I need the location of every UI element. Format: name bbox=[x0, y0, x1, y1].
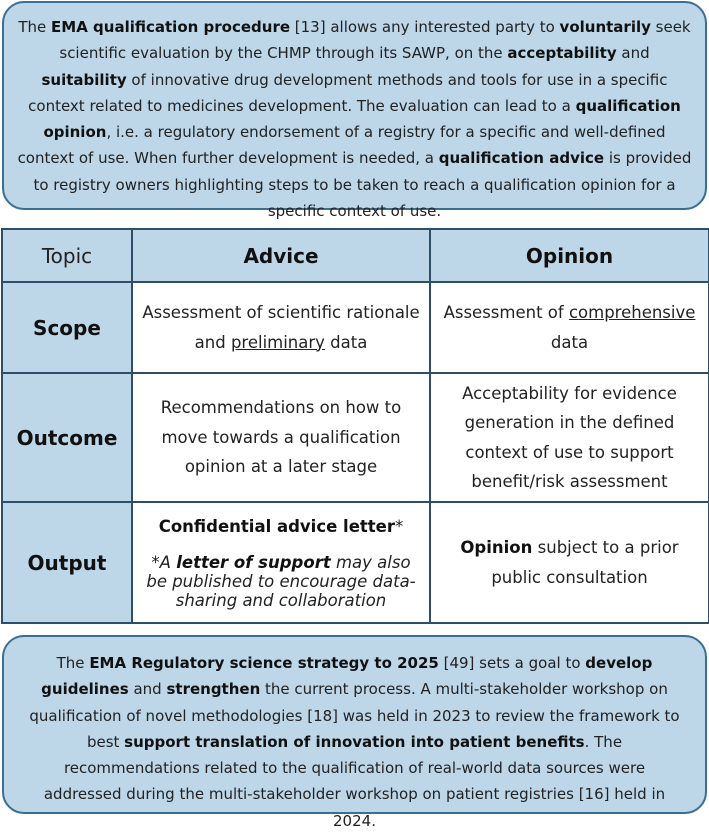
advice-vs-opinion-table bbox=[1, 228, 709, 624]
table-row-output bbox=[2, 502, 709, 623]
output-advice-cell: Confidential advice letter* *A letter of support may also be published to encourage data-sharing and collaboration bbox=[132, 502, 430, 623]
scope-opinion-cell: Assessment of comprehensive data bbox=[430, 282, 709, 373]
qualification-procedure-text: The EMA qualification procedure [13] allows any interested party to voluntarily seek scientific evaluation by the CHMP through its SAWP, on the acceptability and suitability of innovative drug development methods and tools for use in a specific context related to medicines development. The evaluation can lead to a qualification opinion, i.e. a regulatory endorsement of a registry for a specific and well-defined context of use. When further development is needed, a qualification advice is provided to registry owners highlighting steps to be taken to reach a qualification opinion for a specific context of use. bbox=[17, 18, 692, 221]
header-topic: Topic bbox=[2, 229, 132, 282]
regulatory-strategy-text: The EMA Regulatory science strategy to 2025 [49] sets a goal to develop guidelines and strengthen the current process. A multi-stakeholder workshop on qualification of novel methodologies [18] was held in 2023 to review the framework to best support translation of innovation into patient benefits. The recommendations related to the qualification of real-world data sources were addressed during the multi-stakeholder workshop on patient registries [16] held in 2024. bbox=[29, 654, 680, 830]
row-label-output: Output bbox=[2, 502, 132, 623]
regulatory-strategy-box bbox=[2, 635, 707, 830]
row-label-scope: Scope bbox=[2, 282, 132, 373]
outcome-opinion-cell: Acceptability for evidence generation in the defined context of use to support benefit/risk assessment bbox=[430, 373, 709, 502]
outcome-advice-cell: Recommendations on how to move towards a qualification opinion at a later stage bbox=[132, 373, 430, 502]
header-advice: Advice bbox=[132, 229, 430, 282]
row-label-outcome: Outcome bbox=[2, 373, 132, 502]
scope-advice-cell: Assessment of scientific rationale and preliminary data bbox=[132, 282, 430, 373]
table-row-scope bbox=[2, 282, 709, 373]
qualification-procedure-box bbox=[2, 1, 707, 221]
table-row-outcome bbox=[2, 373, 709, 502]
header-opinion: Opinion bbox=[430, 229, 709, 282]
output-opinion-cell: Opinion subject to a prior public consultation bbox=[430, 502, 709, 623]
table-header-row bbox=[2, 229, 709, 282]
letter-of-support-note: *A letter of support may also be published to encourage data-sharing and collaboration bbox=[146, 552, 416, 610]
